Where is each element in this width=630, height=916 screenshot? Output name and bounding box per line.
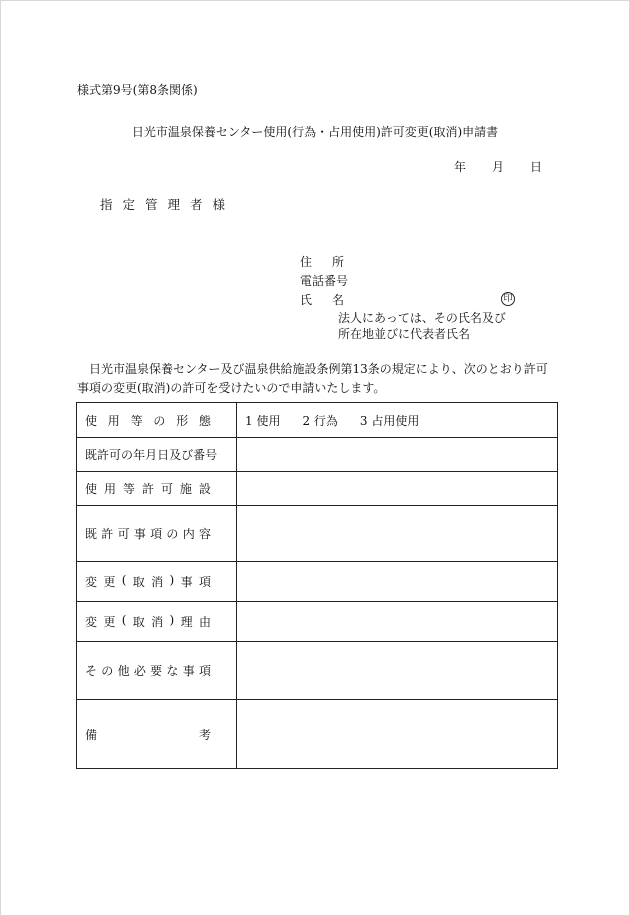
table-row-prior-permit: [77, 438, 558, 472]
label-char: 日: [157, 448, 170, 462]
label-char: そ: [85, 664, 98, 678]
label-char: (: [121, 613, 127, 627]
label-facility: [77, 472, 237, 506]
table-row-prior-content: [77, 506, 558, 562]
label-char: 許: [97, 448, 110, 462]
field-prior-content[interactable]: [237, 506, 558, 562]
field-change-reason[interactable]: [237, 602, 558, 642]
label-char: 設: [198, 482, 211, 496]
justified-label: [85, 480, 211, 497]
label-char: 事: [180, 575, 193, 589]
label-char: 項: [198, 664, 211, 678]
usage-option-act[interactable]: 2 行為: [302, 413, 338, 428]
date-day-label: 日: [530, 160, 543, 174]
corporate-note: [338, 310, 506, 342]
label-char: な: [166, 664, 179, 678]
applicant-address-row: [300, 254, 364, 273]
label-char: 要: [150, 664, 163, 678]
corporate-note-line-1: 法人にあっては、その氏名及び: [338, 311, 506, 325]
label-char: 年: [133, 448, 146, 462]
label-char: 等: [122, 482, 135, 496]
label-char: 及: [169, 448, 182, 462]
addressee: 指定管理者様: [100, 197, 236, 212]
applicant-name-row: [300, 292, 513, 311]
label-char: の: [101, 664, 114, 678]
table-row-change-items: [77, 562, 558, 602]
address-label: 住所: [300, 255, 365, 269]
label-char: 可: [160, 482, 173, 496]
label-char: (: [121, 573, 127, 587]
label-char: 形: [176, 413, 189, 428]
field-change-items[interactable]: [237, 562, 558, 602]
justified-label: [85, 525, 211, 542]
label-char: 使: [85, 482, 98, 496]
label-char: 更: [103, 575, 116, 589]
label-char: 必: [133, 664, 146, 678]
label-prior-permit: [77, 438, 237, 472]
label-char: 既: [85, 448, 98, 462]
label-char: の: [121, 448, 134, 462]
label-char: 他: [117, 664, 130, 678]
label-change-reason: [77, 602, 237, 642]
field-other[interactable]: [237, 642, 558, 700]
label-char: 項: [198, 575, 211, 589]
justified-label: [85, 412, 211, 429]
label-change-items: [77, 562, 237, 602]
form-title: 日光市温泉保養センター使用(行為・占用使用)許可変更(取消)申請書: [131, 125, 499, 139]
label-char: 用: [103, 482, 116, 496]
label-char: 変: [85, 575, 98, 589]
label-char: 態: [198, 413, 211, 428]
applicant-phone-row: [300, 273, 364, 292]
label-char: 備: [85, 727, 98, 742]
field-usage-type[interactable]: [237, 403, 558, 438]
label-other: [77, 642, 237, 700]
label-char: 内: [182, 527, 195, 541]
label-char: 考: [198, 727, 211, 742]
label-char: 更: [103, 615, 116, 629]
label-char: 変: [85, 615, 98, 629]
usage-option-occupy[interactable]: 3 占用使用: [359, 413, 420, 428]
label-char: 用: [107, 413, 120, 428]
label-prior-content: [77, 506, 237, 562]
label-char: 消: [151, 575, 164, 589]
justified-label: [85, 446, 218, 463]
label-char: 取: [132, 615, 145, 629]
justified-label: [85, 613, 211, 630]
label-char: 可: [109, 448, 122, 462]
label-char: 許: [101, 527, 114, 541]
justified-label: [85, 726, 211, 743]
label-char: 項: [150, 527, 163, 541]
label-char: の: [166, 527, 179, 541]
label-char: 消: [151, 615, 164, 629]
date-year-label: 年: [454, 160, 467, 174]
label-char: 施: [179, 482, 192, 496]
seal-icon: 印: [501, 292, 515, 306]
date-line: [454, 159, 542, 175]
date-month-label: 月: [492, 160, 505, 174]
label-char: 由: [198, 615, 211, 629]
label-char: 番: [193, 448, 206, 462]
application-form-table: [76, 402, 558, 769]
label-usage-type: [77, 403, 237, 438]
label-char: 取: [132, 575, 145, 589]
justified-label: [85, 573, 211, 590]
label-char: 月: [145, 448, 158, 462]
table-row-change-reason: [77, 602, 558, 642]
table-row-facility: [77, 472, 558, 506]
table-row-other: [77, 642, 558, 700]
application-statement: 日光市温泉保養センター及び温泉供給施設条例第13条の規定により、次のとおり許可事項の変更(取消)の許可を受けたいので申請いたします。: [77, 362, 548, 395]
field-remarks[interactable]: [237, 700, 558, 769]
label-char: 号: [205, 448, 218, 462]
label-char: 事: [182, 664, 195, 678]
applicant-block: [300, 254, 513, 341]
label-char: 理: [180, 615, 193, 629]
name-label: 氏名: [300, 293, 365, 307]
label-char: 事: [133, 527, 146, 541]
field-prior-permit[interactable]: [237, 438, 558, 472]
label-char: び: [181, 448, 194, 462]
form-number: 様式第9号(第8条関係): [77, 83, 198, 97]
label-char: 使: [85, 413, 98, 428]
label-char: の: [153, 413, 166, 428]
label-char: ): [169, 573, 175, 587]
table-row-usage-type: [77, 403, 558, 438]
justified-label: [85, 662, 211, 679]
label-char: 等: [130, 413, 143, 428]
label-char: 容: [198, 527, 211, 541]
label-char: 既: [85, 527, 98, 541]
label-char: 可: [117, 527, 130, 541]
usage-option-use[interactable]: 1 使用: [245, 413, 281, 428]
label-char: ): [169, 613, 175, 627]
field-facility[interactable]: [237, 472, 558, 506]
phone-label: 電話番号: [300, 274, 349, 288]
label-remarks: [77, 700, 237, 769]
table-row-remarks: [77, 700, 558, 769]
label-char: 許: [141, 482, 154, 496]
corporate-note-line-2: 所在地並びに代表者氏名: [338, 327, 471, 341]
